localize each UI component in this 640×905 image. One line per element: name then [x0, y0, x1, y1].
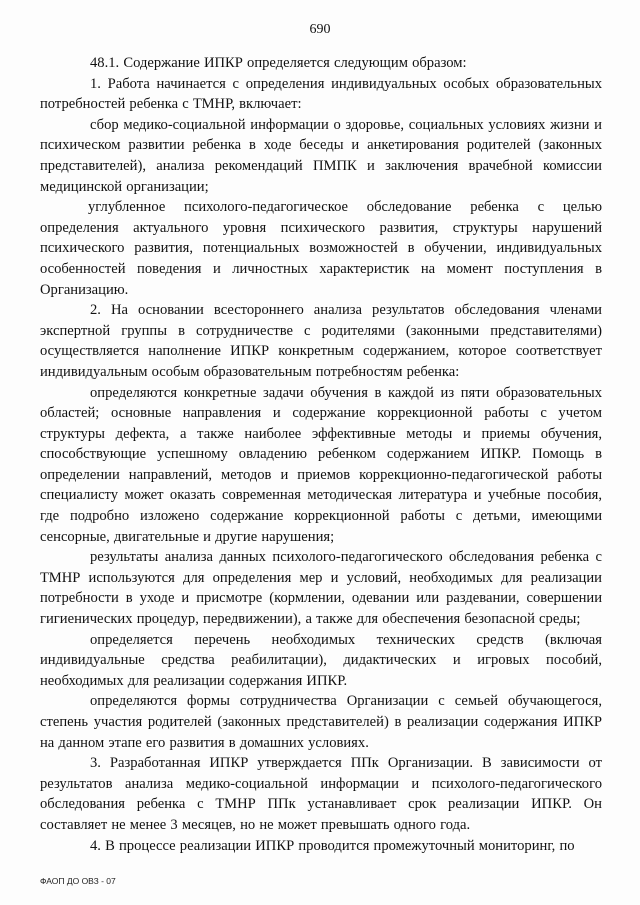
paragraph-item-2: 2. На основании всестороннего анализа результатов обследования членами экспертной группы в сотрудничестве с родителями (законными представителями) осуществляется наполнение ИПКР конкретным содержанием, которое соответствует индивидуальным особым образовательным потребностям ребенка:	[40, 302, 602, 380]
page-number: 690	[309, 22, 331, 37]
paragraph-medical-info: сбор медико-социальной информации о здоровье, социальных условиях жизни и психическом развитии ребенка в ходе беседы и анкетирования родителей (законных представителей), анализа рекомендаций ПМПК и заключения врачебной комиссии медицинской организации;	[40, 116, 602, 195]
paragraph-item-4: 4. В процессе реализации ИПКР проводится промежуточный мониторинг, по	[90, 837, 575, 854]
paragraph-item-3: 3. Разработанная ИПКР утверждается ППк Организации. В зависимости от результатов анализа медико-социальной информации и психолого-педагогического обследования ребенка с ТМНР ППк устанавливает срок реализации ИПКР. Он составляет не менее 3 месяцев, но не может превышать одного года.	[40, 755, 602, 833]
paragraph-learning-tasks: определяются конкретные задачи обучения в каждой из пяти образовательных областей; основные направления и содержание коррекционной работы с учетом структуры дефекта, а также наиболее эффективные методы и приемы обучения, способствующие успешному овладению ребенком содержанием ИПКР. Помощь в определении направлений, методов и приемов коррекционно-педагогической работы специалисту может оказать современная методическая литература и учебные пособия, где подробно изложено содержание коррекционной работы с детьми, имеющими сенсорные, двигательные и другие нарушения;	[40, 384, 602, 545]
paragraph-psych-exam: углубленное психолого-педагогическое обследование ребенка с целью определения актуального уровня психического развития, структуры нарушений психического развития, потенциальных возможностей в обучении, индивидуальных особенностей поведения и личностных характеристик на момент поступления в Организацию.	[40, 199, 602, 298]
paragraph-care-needs: результаты анализа данных психолого-педагогического обследования ребенка с ТМНР используются для определения мер и условий, необходимых для реализации потребности в уходе и присмотре (кормлении, одевании или раздевании, совершении гигиенических процедур, передвижении), а также для обеспечения безопасной среды;	[40, 549, 602, 628]
paragraph-family-cooperation: определяются формы сотрудничества Организации с семьей обучающегося, степень участия родителей (законных представителей) в реализации содержания ИПКР на данном этапе его развития в домашних условиях.	[40, 693, 602, 751]
paragraph-technical-means: определяется перечень необходимых технических средств (включая индивидуальные средства реабилитации), дидактических и игровых пособий, необходимых для реализации содержания ИПКР.	[40, 631, 602, 689]
footer-document-code: ФАОП ДО ОВЗ - 07	[40, 876, 116, 886]
document-body	[40, 53, 602, 856]
paragraph-48-1-heading: 48.1. Содержание ИПКР определяется следующим образом:	[90, 55, 467, 71]
paragraph-item-1: 1. Работа начинается с определения индивидуальных особых образовательных потребностей ребенка с ТМНР, включает:	[40, 75, 602, 113]
